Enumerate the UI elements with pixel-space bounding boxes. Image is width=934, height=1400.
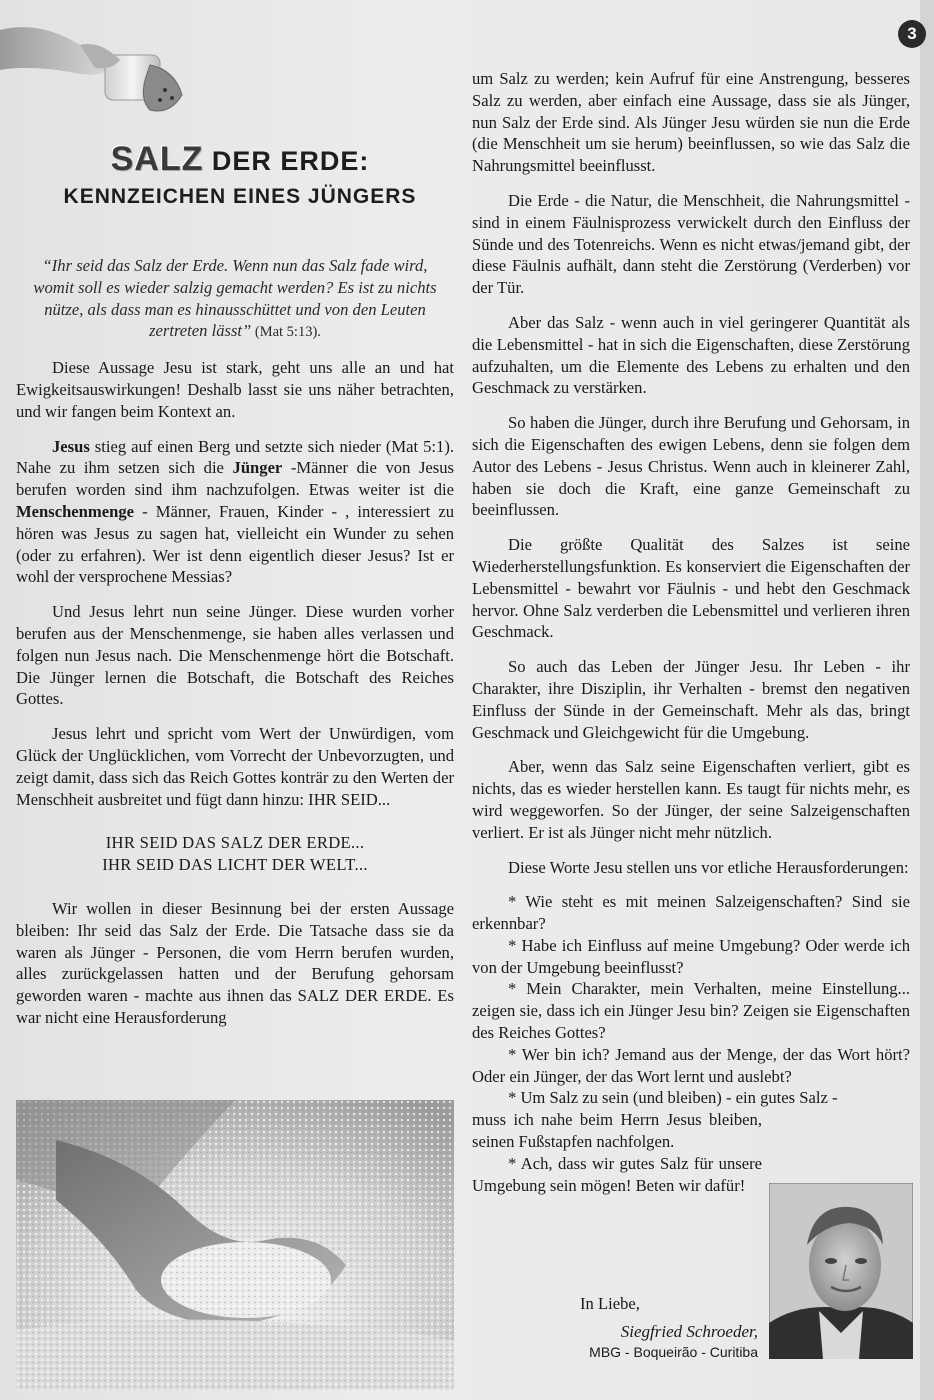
paragraph: Die Erde - die Natur, die Menschheit, die Nahrungsmittel - sind in einem Fäulnisprozess verwickelt durch den Einfluss der Sünde und des Totenreichs. Wenn es nicht etwas/jemand gibt, der diese Fäulnis aufhält, dann steht die Zerstörung (Verderben) vor der Tür.	[472, 190, 910, 298]
question-item-continued: muss ich nahe beim Herrn Jesus bleiben, seinen Fußstapfen nachfolgen.	[472, 1110, 762, 1152]
article-title	[30, 140, 450, 214]
question-item: * Wer bin ich? Jemand aus der Menge, der das Wort hört? Oder ein Jünger, der das Wort lernt und auslebt?	[472, 1044, 910, 1086]
question-item: * Habe ich Einfluss auf meine Umgebung? Oder werde ich von der Umgebung beeinflusst?	[472, 935, 910, 977]
paragraph: Jesus lehrt und spricht vom Wert der Unwürdigen, vom Glück der Unglücklichen, vom Vorrecht der Unbevorzugten, und zeigt damit, dass sich das Reich Gottes konträr zu den Werten der Menschheit ausbreitet und fügt dann hinzu: IHR SEID...	[16, 724, 454, 809]
bold-term: Menschenmenge	[16, 501, 134, 521]
text-span: stieg auf einen Berg und setzte sich nieder (Mat 5:1). Nahe zu ihm setzen sich die	[16, 436, 454, 478]
signature-organization: MBG - Boqueirão - Curitiba	[589, 1344, 758, 1360]
centered-declaration	[16, 832, 454, 876]
title-rest: DER ERDE:	[203, 146, 370, 176]
declaration-line: IHR SEID DAS SALZ DER ERDE...	[105, 833, 365, 853]
paragraph	[16, 436, 454, 589]
paragraph: Aber das Salz - wenn auch in viel geringerer Quantität als die Lebensmittel - hat in sich die Eigenschaften, diese Zerstörung aufzuhalten, um die Elemente des Lebens zu erhalten und den Geschmack zu verstärken.	[472, 312, 910, 398]
text-span: -Männer die von Jesus berufen worden sind ihm nachzufolgen. Etwas weiter ist die	[16, 458, 454, 500]
paragraph: Und Jesus lehrt nun seine Jünger. Diese wurden vorher berufen aus der Menschenmenge, sie haben alles verlassen und folgen nun Jesus nach. Die Menschenmenge hört die Botschaft. Die Jünger lernen die Botschaft, die Botschaft des Reiches Gottes.	[16, 602, 454, 709]
right-column	[472, 68, 910, 1196]
question-item: * Wie steht es mit meinen Salzeigenschaften? Sind sie erkennbar?	[472, 892, 910, 934]
quote-reference: (Mat 5:13).	[251, 324, 321, 341]
declaration-line: IHR SEID DAS LICHT DER WELT...	[102, 855, 368, 875]
paragraph: Wir wollen in dieser Besinnung bei der ersten Aussage bleiben: Ihr seid das Salz der Erde. Die Tatsache dass sie da waren als Jünger - Personen, die vom Herrn berufen wurden, alles zurückgelassen hatten und der Berufung gehorsam geworden waren - machte aus ihnen das SALZ DER ERDE. Es war nicht eine Herausforderung	[16, 898, 454, 1027]
paragraph: Die größte Qualität des Salzes ist seine Wiederherstellungsfunktion. Es konserviert die Eigenschaften der Lebensmittel - bewahrt vor Fäulnis - und hebt den Geschmack hervor. Ohne Salz verderben die Lebensmittel und verlieren ihren Geschmack.	[472, 535, 910, 642]
left-column	[16, 255, 454, 1042]
bible-quote	[16, 255, 454, 344]
title-salz-word: SALZ	[110, 140, 204, 178]
paragraph: um Salz zu werden; kein Aufruf für eine Anstrengung, besseres Salz zu werden, aber einfach eine Aussage, dass sie als Jünger, nun Salz der Erde sind. Als Jünger Jesu würden sie nun die Erde (die Menschheit um sie herum) beeinflussen, so wie das Salz die Nahrungsmittel beeinflusst.	[472, 69, 910, 176]
bold-term: Jünger	[232, 458, 283, 478]
paragraph: Diese Worte Jesu stellen uns vor etliche Herausforderungen:	[508, 857, 909, 877]
signature-name: Siegfried Schroeder,	[620, 1322, 758, 1341]
author-portrait-photo	[769, 1183, 913, 1359]
signature-greeting: In Liebe,	[580, 1294, 640, 1313]
paragraph: So haben die Jünger, durch ihre Berufung und Gehorsam, in sich die Eigenschaften des ewigen Lebens, denn sie folgen dem Autor des Lebens - Jesus Christus. Wenn auch in kleinerer Zahl, haben sie doch die Kraft, eine ganze Gemeinschaft zu beeinflussen.	[472, 413, 910, 520]
question-item: * Ach, dass wir gutes Salz für unsere Umgebung sein mögen! Beten wir dafür!	[472, 1153, 762, 1195]
salt-shaker-hand-illustration	[0, 0, 200, 125]
text-span: - Männer, Frauen, Kinder - , interessiert zu hören was Jesus zu sagen hat, vielleicht ein Wunder zu sehen (oder zu erfahren). Wer ist denn eigentlich dieser Jesus? Ist er wohl der versprochene Messias?	[16, 501, 454, 587]
page-edge	[920, 0, 934, 1400]
bold-term: Jesus	[52, 436, 90, 456]
question-item: * Um Salz zu sein (und bleiben) - ein gutes Salz -	[508, 1088, 838, 1108]
paragraph: So auch das Leben der Jünger Jesu. Ihr Leben - ihr Charakter, ihre Disziplin, ihr Verhalten - bremst den negativen Einfluss der Sünde in der Gemeinschaft. Mehr als das, bringt Geschmack und Gleichgewicht für die Umgebung.	[472, 657, 910, 742]
article-subtitle: KENNZEICHEN EINES JÜNGERS	[63, 185, 417, 208]
paragraph: Aber, wenn das Salz seine Eigenschaften verliert, gibt es nichts, das es wieder herstellen kann. Es taugt für nichts mehr, es wird weggeworfen. So der Jünger, der seine Salzeigenschaften verliert. Er ist als Jünger nicht mehr nützlich.	[472, 757, 910, 842]
paragraph: Diese Aussage Jesu ist stark, geht uns alle an und hat Ewigkeitsauswirkungen! Deshalb lasst sie uns näher betrachten, und wir fangen beim Kontext an.	[16, 358, 454, 421]
page-number-badge: 3	[898, 20, 926, 48]
quote-text: “Ihr seid das Salz der Erde. Wenn nun das Salz fade wird, womit soll es wieder salzig gemacht werden? Es ist zu nichts nütze, als dass man es hinausschüttet und von den Leuten zertreten lässt”	[33, 256, 437, 341]
question-item: * Mein Charakter, mein Verhalten, meine Einstellung... zeigen sie, dass ich ein Jünger Jesu bin? Zeigen sie Eigenschaften des Reiches Gottes?	[472, 979, 910, 1043]
hands-with-salt-photo	[16, 1100, 454, 1390]
